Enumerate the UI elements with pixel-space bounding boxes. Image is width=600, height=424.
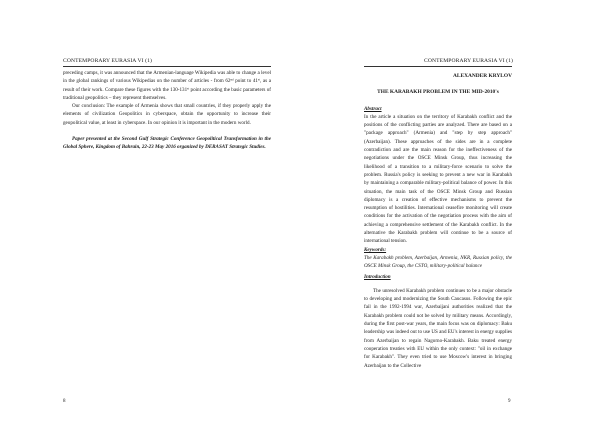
author-name: ALEXANDER KRYLOV	[453, 73, 512, 79]
text-column	[63, 69, 271, 152]
page-number: 9	[508, 399, 511, 404]
page-number: 8	[63, 399, 66, 404]
running-header: CONTEMPORARY EURASIA VI (1)	[424, 58, 513, 64]
conference-note: Paper presented at the Second Gulf Strategic Conference Geopolitical Transformation in the Global Sphere, Kingdom of Bahrain, 22-23 May 2016 organized by DERASAT Strategic Studies.	[63, 136, 271, 151]
introduction-text: The unresolved Karabakh problem continues to be a major obstacle to developing and modernizing the South Caucasus. Following the epic fail in the 1992-1994 war, Azerbaijani authorities realized that the Karabakh problem could not be solved by military means. Accordingly, during the first post-war years, the main focus was on diplomacy: Baku leadership was indeed out to use US and EU's interest in energy supplies from Azerbaijan to regain Nagorno-Karabakh. Baku treated energy cooperation treaties with EU within the only context: "oil in exchange for Karabakh". They even tried to use Moscow's interest in bringing Azerbaijan to the Collective	[364, 287, 512, 369]
text-column	[364, 69, 512, 370]
abstract-text: In the article a situation on the territory of Karabakh conflict and the positions of the conflicting parties are analyzed. There are based on a "package approach" (Armenia) and "step by step approach" (Azerbaijan). These approaches of the sides are in a complete contradiction and are the main reason for the ineffectiveness of the negotiations under the OSCE Minsk Group, thus increasing the likelihood of a transition to a military-force scenario to solve the problem. Russia's policy is seeking to prevent a new war in Karabakh by maintaining a comparable military-political balance of power. In this situation, the main task of the OSCE Minsk Group and Russian diplomacy is a creation of effective mechanisms to prevent the resumption of hostilities. International ceasefire monitoring will create conditions for the activation of the negotiation process with the aim of achieving a comprehensive settlement of the Karabakh conflict. In the alternative the Karabakh problem will continue to be a source of international tension.	[364, 113, 512, 245]
header-rule	[364, 66, 512, 67]
keywords-text: The Karabakh problem, Azerbaijan, Armenia, NKR, Russian policy, the OSCE Minsk Group, the CSTO, military-political balance	[364, 254, 512, 270]
conclusion-paragraph: Our conclusion: The example of Armenia shows that small countries, if they properly apply the elements of civilization Geopolitics in cyberspace, obtain the opportunity to increase their geopolitical value, at least in cyberspace. In our opinion it is important in the modern world.	[63, 103, 271, 126]
header-rule	[63, 66, 271, 67]
body-paragraph: preceding camps, it was announced that the Armenian-language Wikipedia was able to change a level in the global rankings of various Wikipedias on the number of articles - from 62ⁿᵈ point to 41ˢᵗ, as a result of their work. Compare these figures with the 130-131ˢᵗ point according the basic parameters of traditional geopolitics – they represent themselves.	[63, 70, 271, 101]
abstract-heading: Abstract	[364, 105, 382, 112]
article-title: THE KARABAKH PROBLEM IN THE MID-2010's	[377, 89, 499, 96]
keywords-heading: Keywords:	[364, 246, 387, 253]
introduction-heading: Introduction	[364, 273, 391, 280]
running-header: CONTEMPORARY EURASIA VI (1)	[63, 58, 152, 64]
right-page	[300, 0, 600, 424]
